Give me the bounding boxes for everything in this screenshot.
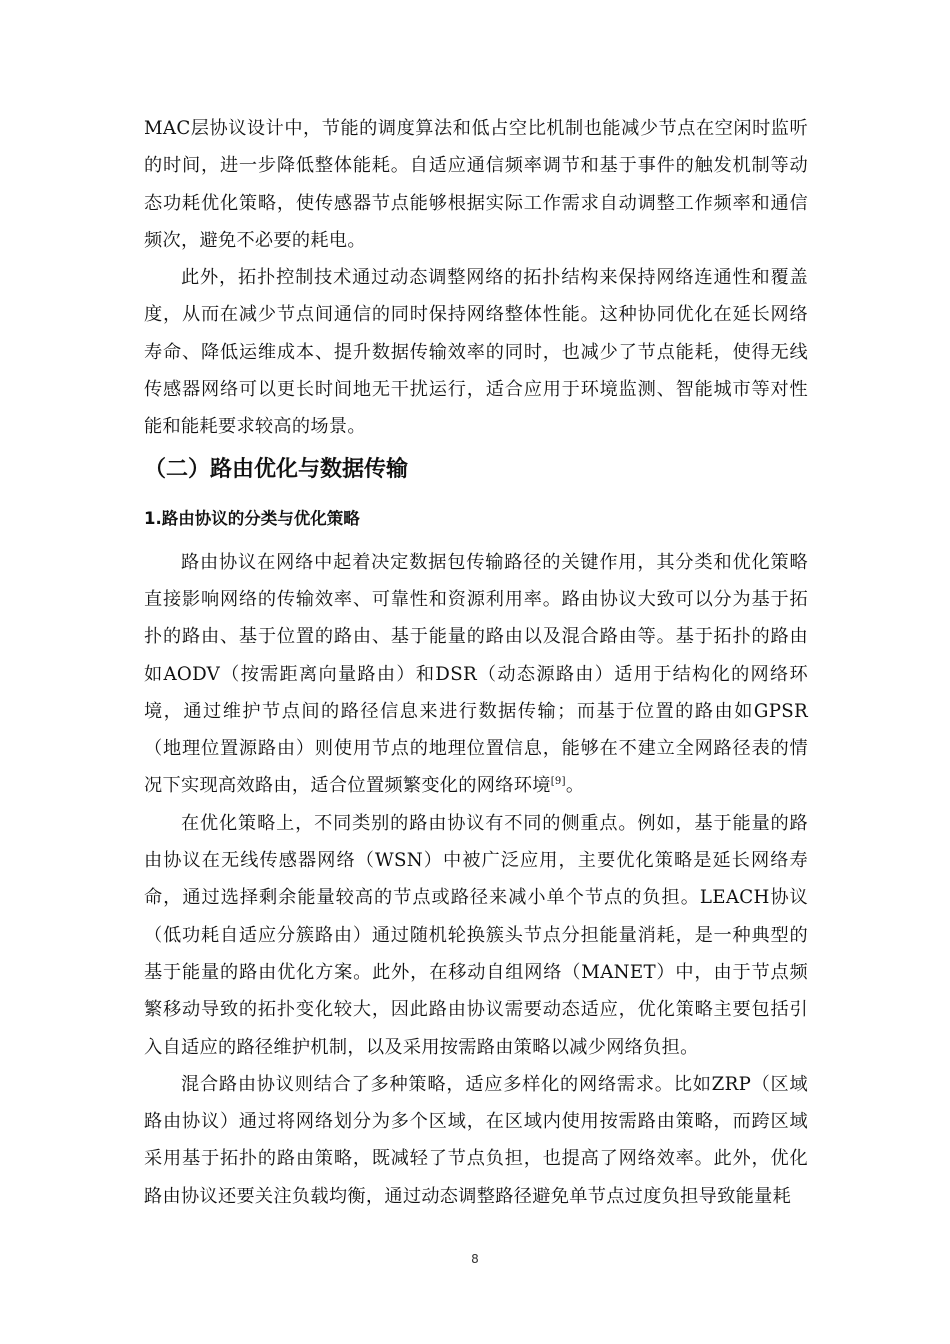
subsection-heading: 1.路由协议的分类与优化策略	[144, 508, 360, 528]
citation-reference: [9]	[550, 776, 566, 788]
paragraph-end-punctuation: 。	[565, 775, 585, 797]
document-body	[144, 110, 808, 1215]
paragraph-topology-control: 此外，拓扑控制技术通过动态调整网络的拓扑结构来保持网络连通性和覆盖度，从而在减少节点间通信的同时保持网络整体性能。这种协同优化在延长网络寿命、降低运维成本、提升数据传输效率的同时，也减少了节点能耗，使得无线传感器网络可以更长时间地无干扰运行，适合应用于环境监测、智能城市等对性能和能耗要求较高的场景。	[144, 267, 808, 438]
paragraph-mac-protocol: MAC层协议设计中，节能的调度算法和低占空比机制也能减少节点在空闲时监听的时间，进一步降低整体能耗。自适应通信频率调节和基于事件的触发机制等动态功耗优化策略，使传感器节点能够根据实际工作需求自动调整工作频率和通信频次，避免不必要的耗电。	[144, 118, 808, 251]
section-heading: （二）路由优化与数据传输	[144, 456, 409, 482]
paragraph-routing-classification-text: 路由协议在网络中起着决定数据包传输路径的关键作用，其分类和优化策略直接影响网络的传输效率、可靠性和资源利用率。路由协议大致可以分为基于拓扑的路由、基于位置的路由、基于能量的路由以及混合路由等。基于拓扑的路由如AODV（按需距离向量路由）和DSR（动态源路由）适用于结构化的网络环境，通过维护节点间的路径信息来进行数据传输；而基于位置的路由如GPSR（地理位置源路由）则使用节点的地理位置信息，能够在不建立全网路径表的情况下实现高效路由，适合位置频繁变化的网络环境	[144, 551, 808, 797]
paragraph-routing-classification	[144, 544, 808, 805]
page-number: 8	[471, 1252, 479, 1266]
paragraph-hybrid-routing: 混合路由协议则结合了多种策略，适应多样化的网络需求。比如ZRP（区域路由协议）通过将网络划分为多个区域，在区域内使用按需路由策略，而跨区域采用基于拓扑的路由策略，既减轻了节点负担，也提高了网络效率。此外，优化路由协议还要关注负载均衡，通过动态调整路径避免单节点过度负担导致能量耗	[144, 1073, 808, 1207]
paragraph-optimization-strategy: 在优化策略上，不同类别的路由协议有不同的侧重点。例如，基于能量的路由协议在无线传感器网络（WSN）中被广泛应用，主要优化策略是延长网络寿命，通过选择剩余能量较高的节点或路径来减小单个节点的负担。LEACH协议（低功耗自适应分簇路由）通过随机轮换簇头节点分担能量消耗，是一种典型的基于能量的路由优化方案。此外，在移动自组网络（MANET）中，由于节点频繁移动导致的拓扑变化较大，因此路由协议需要动态适应，优化策略主要包括引入自适应的路径维护机制，以及采用按需路由策略以减少网络负担。	[144, 812, 808, 1058]
